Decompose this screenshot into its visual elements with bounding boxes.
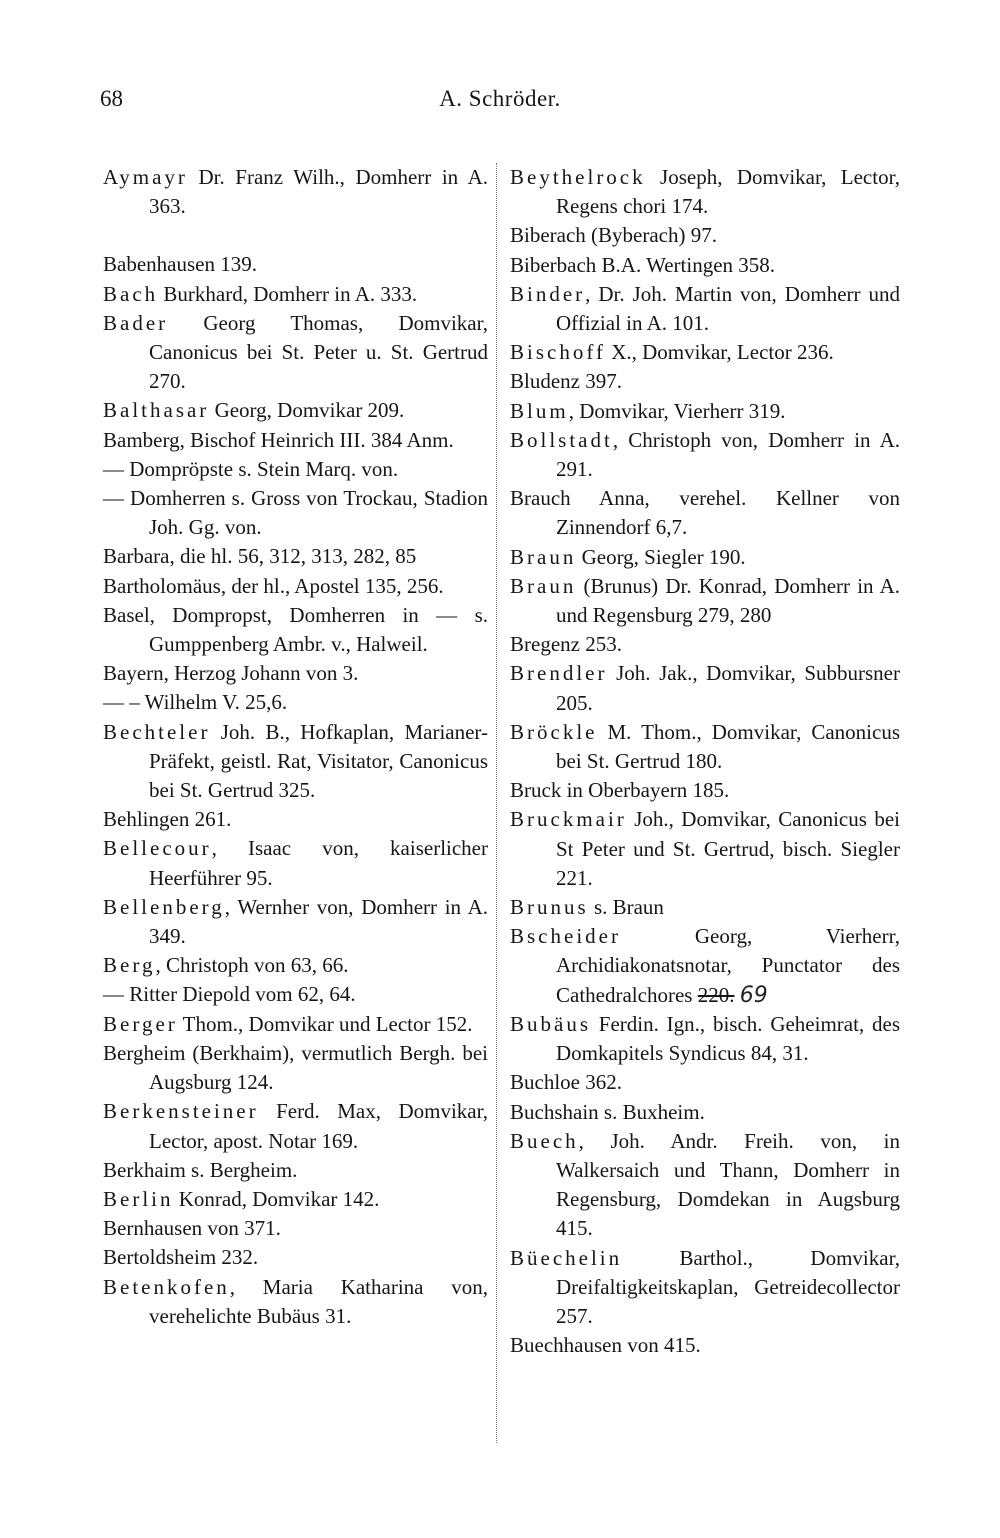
index-entry-behlingen bbox=[103, 805, 488, 834]
entry-text: Bergheim (Berkhaim), vermutlich Bergh. bei Augsburg 124. bbox=[103, 1040, 488, 1095]
entry-text: Bamberg, Bischof Heinrich III. 384 Anm. bbox=[103, 427, 454, 452]
index-entry-brauch bbox=[510, 484, 900, 542]
entry-surname: Bischoff bbox=[510, 340, 606, 365]
entry-surname: Buech bbox=[510, 1128, 579, 1153]
entry-text: Bartholomäus, der hl., Apostel 135, 256. bbox=[103, 573, 444, 598]
entry-surname: Bröckle bbox=[510, 719, 598, 744]
entry-surname: Berlin bbox=[103, 1186, 174, 1211]
entry-surname: Bach bbox=[103, 281, 159, 306]
entry-text: Joseph, Domvikar, Lector, Regens chori 174. bbox=[556, 165, 900, 219]
index-entry-domherren bbox=[103, 484, 488, 542]
entry-text: Bernhausen von 371. bbox=[103, 1216, 281, 1241]
entry-surname: Bruckmair bbox=[510, 807, 627, 832]
entry-surname: Bellecour bbox=[103, 836, 212, 861]
index-entry-bellecour bbox=[103, 834, 488, 892]
index-entry-buech bbox=[510, 1127, 900, 1244]
entry-text: Babenhausen 139. bbox=[103, 252, 257, 277]
handwritten-correction: 69 bbox=[739, 982, 768, 1008]
index-entry-basel bbox=[103, 601, 488, 659]
index-entry-buchshain bbox=[510, 1098, 900, 1127]
entry-surname: Brendler bbox=[510, 661, 608, 686]
index-entry-berger bbox=[103, 1010, 488, 1039]
entry-text: Ferd. Max, Domvikar, Lector, apost. Notar 169. bbox=[149, 1099, 488, 1153]
entry-text: Georg, Domvikar 209. bbox=[209, 398, 405, 423]
index-entry-bscheider bbox=[510, 922, 900, 1010]
index-entry-bubaus bbox=[510, 1010, 900, 1068]
entry-text: Georg Thomas, Domvikar, Canonicus bei St. Peter u. St. Gertrud 270. bbox=[149, 310, 488, 394]
index-entry-bach bbox=[103, 280, 488, 309]
index-entry-bischoff bbox=[510, 338, 900, 367]
entry-surname: Betenkofen bbox=[103, 1274, 230, 1299]
index-entry-babenhausen bbox=[103, 250, 488, 279]
index-entry-beythelrock bbox=[510, 163, 900, 221]
index-entry-berkhaim bbox=[103, 1156, 488, 1185]
index-entry-bechteler bbox=[103, 718, 488, 806]
index-entry-bartholomaus bbox=[103, 572, 488, 601]
index-entry-berlin bbox=[103, 1185, 488, 1214]
entry-text: Biberach (Byberach) 97. bbox=[510, 223, 717, 248]
index-entry-bregenz bbox=[510, 630, 900, 659]
entry-text: Joh., Domvikar, Canonicus bei St Peter und St. Gertrud, bisch. Siegler 221. bbox=[556, 807, 900, 890]
entry-text: Basel, Dompropst, Domherren in — s. Gumppenberg Ambr. v., Halweil. bbox=[103, 602, 488, 657]
entry-surname: Bechteler bbox=[103, 719, 211, 744]
entry-surname: Bader bbox=[103, 310, 169, 335]
entry-text: Joh. Jak., Domvikar, Subbursner 205. bbox=[556, 661, 900, 715]
entry-text: M. Thom., Domvikar, Canonicus bei St. Gertrud 180. bbox=[556, 719, 900, 774]
index-entry-bludenz bbox=[510, 367, 900, 396]
page-header bbox=[0, 86, 1000, 120]
index-entry-balthasar bbox=[103, 396, 488, 425]
entry-surname: Beythelrock bbox=[510, 165, 646, 189]
entry-text: (Brunus) Dr. Konrad, Domherr in A. und Regensburg 279, 280 bbox=[556, 573, 900, 628]
index-entry-ritter bbox=[103, 980, 488, 1009]
entry-text: , Christoph von, Domherr in A. 291. bbox=[556, 427, 900, 482]
entry-text: Behlingen 261. bbox=[103, 807, 232, 832]
running-title: A. Schröder. bbox=[439, 86, 561, 111]
entry-text: Brauch Anna, verehel. Kellner von Zinnendorf 6,7. bbox=[510, 486, 900, 540]
entry-text: Bludenz 397. bbox=[510, 369, 622, 394]
index-entry-bernhausen bbox=[103, 1214, 488, 1243]
index-entry-barbara bbox=[103, 542, 488, 571]
entry-surname: Aymayr bbox=[103, 165, 188, 189]
entry-text: Burkhard, Domherr in A. 333. bbox=[158, 281, 418, 306]
entry-text: Ferdin. Ign., bisch. Geheimrat, des Domkapitels Syndicus 84, 31. bbox=[556, 1011, 900, 1066]
entry-surname: Bubäus bbox=[510, 1011, 591, 1036]
index-entry-braunbrunus bbox=[510, 572, 900, 630]
index-entry-bruckmair bbox=[510, 805, 900, 893]
entry-text: , Joh. Andr. Freih. von, in Walkersaich und Thann, Domherr in Regensburg, Domdekan in Augsburg 415. bbox=[556, 1128, 900, 1241]
right-column bbox=[510, 163, 900, 1360]
entry-text: Georg, Siegler 190. bbox=[576, 544, 746, 569]
index-entry-buechhausen bbox=[510, 1331, 900, 1360]
index-entry-biberach bbox=[510, 221, 900, 250]
entry-surname: Büechelin bbox=[510, 1245, 623, 1270]
entry-text: X., Domvikar, Lector 236. bbox=[605, 340, 834, 365]
index-entry-blum bbox=[510, 397, 900, 426]
index-entry-bayern bbox=[103, 659, 488, 688]
entry-surname: Berg bbox=[103, 953, 156, 978]
entry-text: Dr. Franz Wilh., Domherr in A. 363. bbox=[149, 165, 488, 219]
entry-surname: Braun bbox=[510, 544, 577, 569]
entry-text: Barbara, die hl. 56, 312, 313, 282, 85 bbox=[103, 544, 417, 569]
entry-text: Berkhaim s. Bergheim. bbox=[103, 1157, 298, 1182]
entry-text: , Christoph von 63, 66. bbox=[155, 953, 349, 978]
page-number: 68 bbox=[100, 86, 123, 111]
entry-text: , Domvikar, Vierherr 319. bbox=[568, 398, 786, 423]
entry-text: , Isaac von, kaiserlicher Heerführer 95. bbox=[149, 836, 488, 890]
index-entry-buchloe bbox=[510, 1068, 900, 1097]
index-entry-bergheim bbox=[103, 1039, 488, 1097]
index-entry-bertoldsheim bbox=[103, 1243, 488, 1272]
entry-surname: Bscheider bbox=[510, 924, 621, 949]
left-column bbox=[103, 163, 488, 1331]
entry-text: Biberbach B.A. Wertingen 358. bbox=[510, 252, 776, 277]
entry-surname: Brunus bbox=[510, 895, 589, 920]
index-entry-brendler bbox=[510, 659, 900, 717]
index-entry-wilhelm bbox=[103, 688, 488, 717]
entry-text: Konrad, Domvikar 142. bbox=[173, 1186, 380, 1211]
entry-surname: Braun bbox=[510, 573, 577, 598]
index-entry-brunus bbox=[510, 893, 900, 922]
entry-text: Bertoldsheim 232. bbox=[103, 1245, 259, 1270]
entry-surname: Bellenberg bbox=[103, 894, 225, 919]
index-entry-biberbach bbox=[510, 251, 900, 280]
index-entry-buechelin bbox=[510, 1244, 900, 1332]
struck-page-number: 220. bbox=[697, 982, 735, 1007]
entry-text: , Maria Katharina von, verehelichte Bubäus 31. bbox=[149, 1274, 488, 1328]
index-entry-berg bbox=[103, 951, 488, 980]
index-entry-brockle bbox=[510, 718, 900, 776]
entry-text: Barthol., Domvikar, Dreifaltigkeitskaplan, Getreidecollector 257. bbox=[556, 1245, 900, 1328]
index-entry-betenkofen bbox=[103, 1273, 488, 1331]
entry-text: Bregenz 253. bbox=[510, 632, 622, 657]
entry-text: — Domherren s. Gross von Trockau, Stadion Joh. Gg. von. bbox=[103, 486, 488, 540]
index-entry-binder bbox=[510, 280, 900, 338]
entry-text: Thom., Domvikar und Lector 152. bbox=[177, 1011, 473, 1036]
entry-text: Bayern, Herzog Johann von 3. bbox=[103, 661, 359, 686]
index-entry-bellenberg bbox=[103, 893, 488, 951]
index-entry-bruck bbox=[510, 776, 900, 805]
index-entry-berkensteiner bbox=[103, 1097, 488, 1155]
entry-text: Joh. B., Hofkaplan, Marianer-Präfekt, geistl. Rat, Visitator, Canonicus bei St. Gertrud 325. bbox=[149, 719, 488, 803]
entry-text: Buchloe 362. bbox=[510, 1070, 622, 1095]
entry-surname: Berkensteiner bbox=[103, 1099, 259, 1124]
index-entry-dompropste bbox=[103, 455, 488, 484]
entry-text: Georg, Vierherr, Archidiakonatsnotar, Punctator des Cathedralchores bbox=[556, 924, 900, 1007]
entry-text: — Dompröpste s. Stein Marq. von. bbox=[103, 456, 399, 481]
entry-surname: Berger bbox=[103, 1011, 178, 1036]
index-entry-bader bbox=[103, 309, 488, 397]
index-entry-braun bbox=[510, 543, 900, 572]
entry-text: , Dr. Joh. Martin von, Domherr und Offizial in A. 101. bbox=[556, 281, 900, 336]
entry-text: , Wernher von, Domherr in A. 349. bbox=[149, 894, 488, 949]
entry-text: — – Wilhelm V. 25,6. bbox=[103, 690, 288, 715]
entry-surname: Binder bbox=[510, 281, 586, 306]
index-entry-bamberg bbox=[103, 426, 488, 455]
entry-surname: Blum bbox=[510, 398, 569, 423]
entry-text: — Ritter Diepold vom 62, 64. bbox=[103, 982, 356, 1007]
index-entry-bollstadt bbox=[510, 426, 900, 484]
entry-text: Bruck in Oberbayern 185. bbox=[510, 778, 730, 803]
index-entry-aymayr bbox=[103, 163, 488, 221]
entry-text: Buchshain s. Buxheim. bbox=[510, 1099, 705, 1124]
entry-surname: Balthasar bbox=[103, 398, 210, 423]
column-divider-brace bbox=[496, 163, 501, 1443]
entry-text: Buechhausen von 415. bbox=[510, 1333, 701, 1358]
entry-text: s. Braun bbox=[588, 895, 664, 920]
entry-surname: Bollstadt bbox=[510, 427, 613, 452]
